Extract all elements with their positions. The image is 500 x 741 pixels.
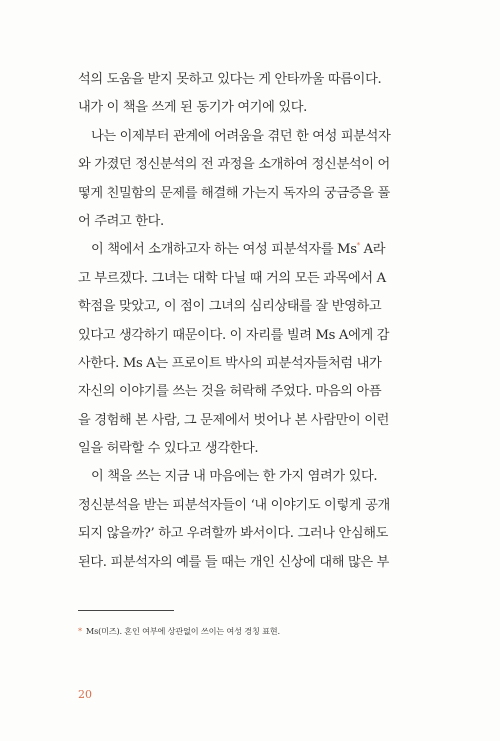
text-line-content: 있다고 생각하기 때문이다. 이 자리를 빌려 Ms A에게 감 [78,327,390,343]
text-line-content: 나는 이제부터 관계에 어려움을 겪던 한 여성 피분석자 [91,128,391,144]
text-line-content: 정신분석을 받는 피분석자들이 ‘내 이야기도 이렇게 공개 [78,497,390,513]
footnote-reference-mark: * [356,241,360,250]
text-line-content: 어 주려고 한다. [78,213,164,229]
text-line-content: 떻게 친밀함의 문제를 해결해 가는지 독자의 궁금증을 풀 [78,185,390,201]
text-line-content: 되지 않을까?’ 하고 우려할까 봐서이다. 그러나 안심해도 [78,526,389,542]
footnote-marker: * [78,626,82,636]
text-line [78,151,424,179]
text-line [78,94,424,122]
text-line [78,123,424,151]
page-number: 20 [78,688,92,701]
footnote-text: Ms(미즈). 혼인 여부에 상관없이 쓰이는 여성 경칭 표현. [85,626,280,636]
footnote [78,624,424,638]
footnote-rule [78,610,174,611]
text-line-content: 일을 허락할 수 있다고 생각한다. [78,441,259,457]
body-text [78,66,424,577]
text-line [78,180,424,208]
text-line [78,322,424,350]
text-line-content: 내가 이 책을 쓰게 된 동기가 여기에 있다. [78,100,307,116]
text-line [78,378,424,406]
text-line [78,66,424,94]
text-line-continuation: A라 [359,242,386,258]
text-line-content: 된다. 피분석자의 예를 들 때는 개인 신상에 대해 많은 부 [78,554,389,570]
text-line [78,236,424,264]
text-line-content: 자신의 이야기를 쓰는 것을 허락해 주었다. 마음의 아픔 [78,384,382,400]
text-line-content: 을 경험해 본 사람, 그 문제에서 벗어나 본 사람만이 이런 [78,412,389,428]
text-line-content: 이 책을 쓰는 지금 내 마음에는 한 가지 염려가 있다. [91,469,378,485]
text-line [78,208,424,236]
text-line [78,350,424,378]
text-line [78,435,424,463]
text-line [78,520,424,548]
text-line [78,265,424,293]
text-line-content: 이 책에서 소개하고자 하는 여성 피분석자를 Ms [91,242,357,258]
text-line [78,549,424,577]
text-line-content: 석의 도움을 받지 못하고 있다는 게 안타까울 따름이다. [78,72,382,87]
text-line-content: 사한다. Ms A는 프로이트 박사의 피분석자들처럼 내가 [78,355,382,371]
text-line [78,463,424,491]
text-line-content: 고 부르겠다. 그녀는 대학 다닐 때 거의 모든 과목에서 A [78,270,386,286]
text-line [78,293,424,321]
text-line [78,492,424,520]
text-line-content: 와 가졌던 정신분석의 전 과정을 소개하여 정신분석이 어 [78,157,390,173]
text-line-content: 학점을 맞았고, 이 점이 그녀의 심리상태를 잘 반영하고 [78,299,382,315]
text-line [78,407,424,435]
